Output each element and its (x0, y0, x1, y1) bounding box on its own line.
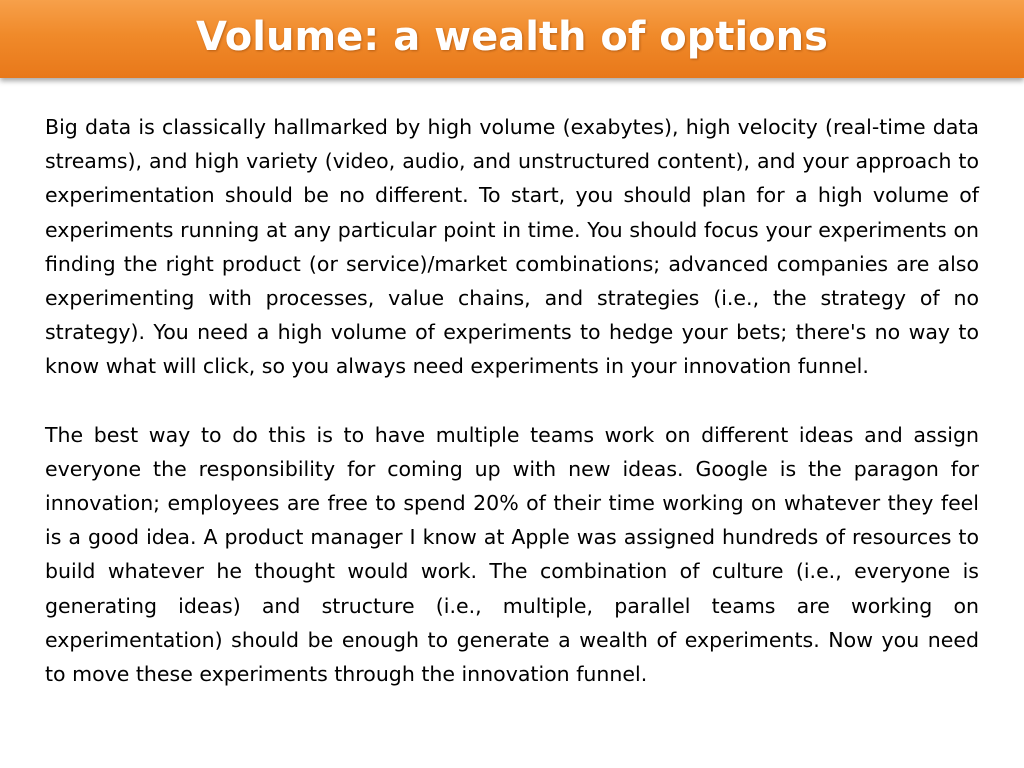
slide-title: Volume: a wealth of options (196, 14, 828, 60)
body-paragraph-2: The best way to do this is to have multiple teams work on different ideas and assign everyone the responsibility for coming up with new ideas. Google is the paragon for innovation; employees are free to spend 20% of their time working on whatever they feel is a good idea. A product manager I know at Apple was assigned hundreds of resources to build whatever he thought would work. The combination of culture (i.e., everyone is generating ideas) and structure (i.e., multiple, parallel teams are working on experimentation) should be enough to generate a wealth of experiments. Now you need to move these experiments through the innovation funnel. (45, 422, 979, 687)
title-bar (0, 0, 1024, 78)
body-paragraph-1: Big data is classically hallmarked by high volume (exabytes), high velocity (real-time data streams), and high variety (video, audio, and unstructured content), and your approach to experimentation should be no different. To start, you should plan for a high volume of experiments running at any particular point in time. You should focus your experiments on finding the right product (or service)/market combinations; advanced companies are also experimenting with processes, value chains, and strategies (i.e., the strategy of no strategy). You need a high volume of experiments to hedge your bets; there's no way to know what will click, so you always need experiments in your innovation funnel. (45, 115, 979, 379)
slide-body (45, 110, 979, 691)
